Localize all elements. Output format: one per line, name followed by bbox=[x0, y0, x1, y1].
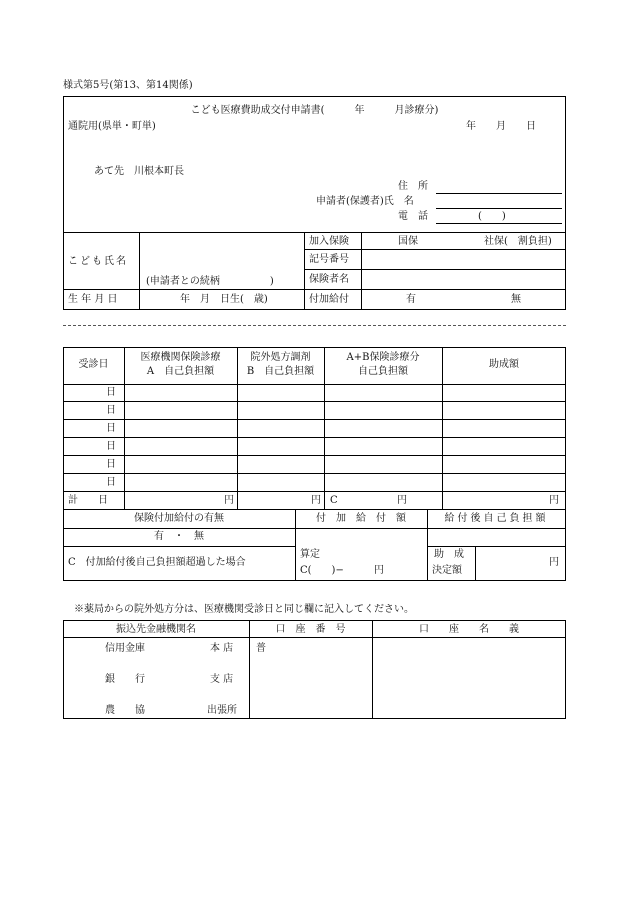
form-number: 様式第5号(第13、第14関係) bbox=[63, 80, 193, 91]
account-type-futsu: 普 bbox=[256, 643, 266, 654]
insurance-national: 国保 bbox=[398, 236, 418, 247]
account-number-field[interactable] bbox=[250, 658, 371, 718]
application-date: 年 月 日 bbox=[466, 121, 536, 132]
account-number-header: 口 座 番 号 bbox=[275, 624, 346, 635]
extra-benefit-no: 無 bbox=[511, 294, 521, 305]
extra-yes-no: 有 ・ 無 bbox=[154, 531, 204, 542]
total-a-yen: 円 bbox=[224, 495, 234, 506]
extra-benefit-yes: 有 bbox=[406, 294, 416, 305]
visit-day-3: 日 bbox=[106, 423, 116, 434]
birth-date-value: 年 月 日生( 歳) bbox=[180, 294, 268, 305]
after-burden-label: 給付後自己負担額 bbox=[444, 513, 549, 524]
insurance-social: 社保( 割負担) bbox=[484, 236, 552, 247]
extra-existence-label: 保険付加給付の有無 bbox=[134, 513, 224, 524]
total-b-yen: 円 bbox=[311, 495, 321, 506]
total-c-yen: 円 bbox=[397, 495, 407, 506]
pharmacy-note: ※薬局からの院外処方分は、医療機関受診日と同じ欄に記入してください。 bbox=[74, 604, 414, 615]
applicant-name-field[interactable] bbox=[436, 208, 562, 209]
phone-parens: ( ) bbox=[478, 211, 506, 222]
applicant-name-label: 申請者(保護者)氏 名 bbox=[316, 196, 414, 207]
extra-benefit-label: 付加給付 bbox=[309, 294, 349, 305]
col-a-line1: 医療機関保険診療 bbox=[140, 352, 221, 363]
total-days-label: 計 日 bbox=[68, 495, 108, 506]
visit-day-6: 日 bbox=[106, 477, 116, 488]
branch-type-shiten: 支 店 bbox=[210, 674, 234, 685]
insurance-label: 加入保険 bbox=[309, 236, 349, 247]
visit-day-5: 日 bbox=[106, 459, 116, 470]
phone-field[interactable] bbox=[436, 223, 562, 224]
addressee: あて先 川根本町長 bbox=[94, 166, 184, 177]
total-c-label: C bbox=[330, 495, 338, 506]
birth-date-label: 生 年 月 日 bbox=[68, 294, 118, 305]
phone-label: 電 話 bbox=[398, 211, 428, 222]
bank-type-ginko: 銀 行 bbox=[105, 674, 145, 685]
form-title: こども医療費助成交付申請書( 年 月診療分) bbox=[190, 105, 439, 116]
account-name-field[interactable] bbox=[373, 638, 565, 718]
decided-yen: 円 bbox=[549, 557, 559, 568]
decided-label-2: 決定額 bbox=[432, 565, 462, 576]
relation-label: (申請者との続柄 ) bbox=[146, 276, 274, 287]
extra-amount-label: 付 加 給 付 額 bbox=[316, 513, 406, 524]
col-subsidy: 助成額 bbox=[489, 359, 519, 370]
calc-label: 算定 bbox=[300, 549, 320, 560]
address-label: 住 所 bbox=[398, 181, 428, 192]
branch-type-honten: 本 店 bbox=[210, 643, 234, 654]
col-c-line1: A+B保険診療分 bbox=[346, 352, 420, 363]
cut-line bbox=[63, 325, 566, 326]
insurer-name-field[interactable] bbox=[362, 270, 565, 288]
address-field[interactable] bbox=[436, 193, 562, 194]
insurer-name-label: 保険者名 bbox=[309, 274, 349, 285]
decided-label-1: 助 成 bbox=[434, 549, 464, 560]
visit-day-4: 日 bbox=[106, 441, 116, 452]
total-subsidy-yen: 円 bbox=[549, 495, 559, 506]
bank-type-shinkin: 信用金庫 bbox=[105, 643, 145, 654]
col-a-line2: A 自己負担額 bbox=[146, 366, 215, 377]
col-b-line1: 院外処方調剤 bbox=[250, 352, 311, 363]
bank-type-nokyo: 農 協 bbox=[105, 705, 145, 716]
calc-formula: C( )− 円 bbox=[300, 565, 384, 576]
col-c-line2: 自己負担額 bbox=[358, 366, 408, 377]
branch-type-shucchojo: 出張所 bbox=[207, 705, 237, 716]
child-name-label: こども氏名 bbox=[68, 256, 128, 267]
exceed-label: C 付加給付後自己負担額超過した場合 bbox=[68, 557, 246, 568]
symbol-number-field[interactable] bbox=[362, 250, 565, 268]
symbol-number-label: 記号番号 bbox=[309, 254, 349, 265]
col-visit-day: 受診日 bbox=[78, 359, 109, 370]
usage-type: 通院用(県単・町単) bbox=[68, 121, 156, 132]
col-b-line2: B 自己負担額 bbox=[246, 366, 315, 377]
visit-day-1: 日 bbox=[106, 387, 116, 398]
account-name-header: 口 座 名 義 bbox=[419, 624, 519, 635]
bank-institution-header: 振込先金融機関名 bbox=[116, 624, 196, 635]
visit-day-2: 日 bbox=[106, 405, 116, 416]
